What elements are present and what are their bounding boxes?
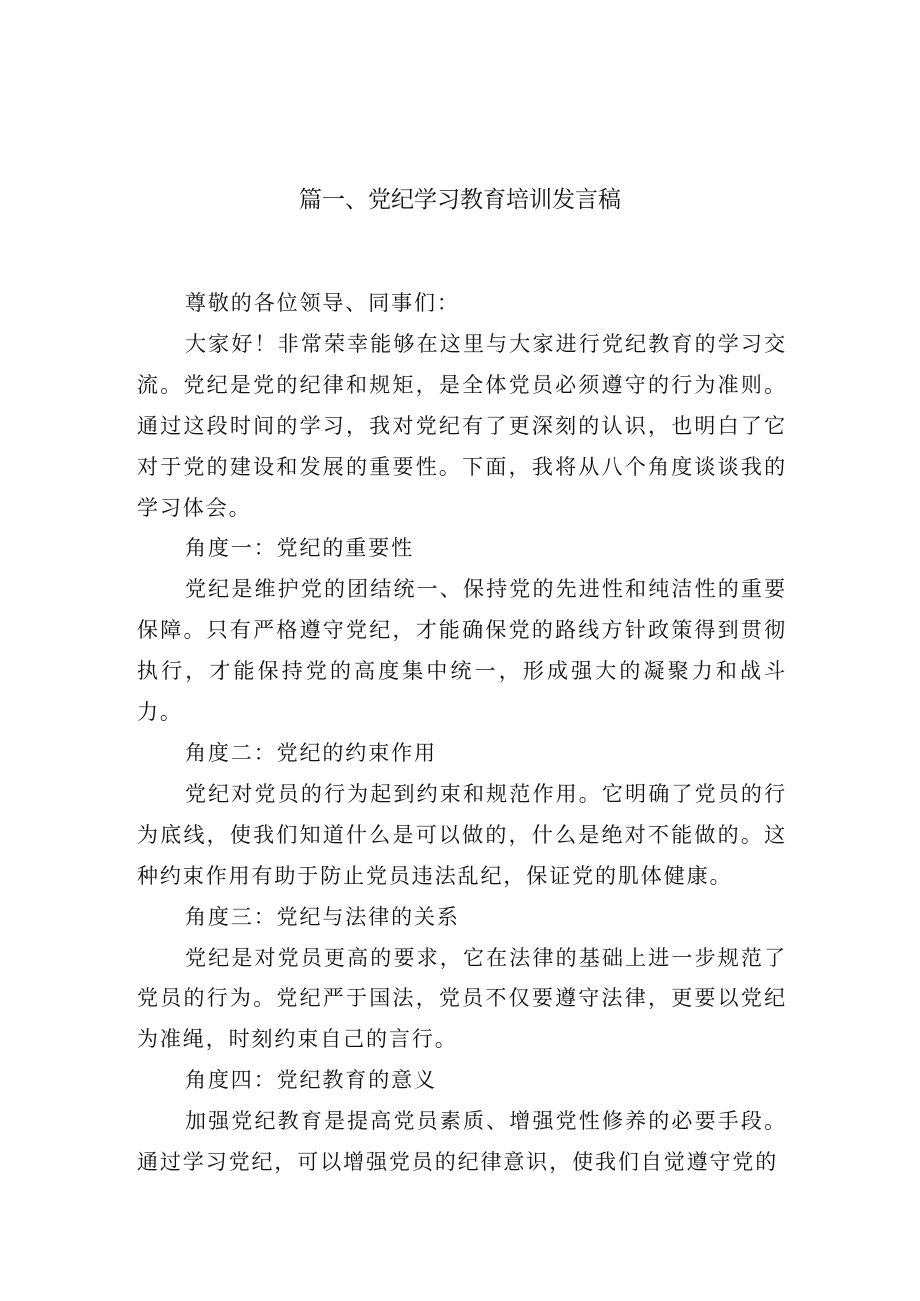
opening-paragraph: 大家好！非常荣幸能够在这里与大家进行党纪教育的学习交流。党纪是党的纪律和规矩，是全体党员必须遵守的行为准则。通过这段时间的学习，我对党纪有了更深刻的认识，也明白了它对于党的建设和发展的重要性。下面，我将从八个角度谈谈我的学习体会。 (137, 331, 787, 520)
section-heading-3: 角度三：党纪与法律的关系 (185, 904, 460, 929)
section-heading-4: 角度四：党纪教育的意义 (185, 1068, 437, 1093)
section-paragraph-2: 党纪对党员的行为起到约束和规范作用。它明确了党员的行为底线，使我们知道什么是可以做的，什么是绝对不能做的。这种约束作用有助于防止党员违法乱纪，保证党的肌体健康。 (137, 781, 787, 888)
salutation: 尊敬的各位领导、同事们： (185, 291, 460, 315)
section-paragraph-3: 党纪是对党员更高的要求，它在法律的基础上进一步规范了党员的行为。党纪严于国法，党员不仅要遵守法律，更要以党纪为准绳，时刻约束自己的言行。 (137, 945, 787, 1052)
section-heading-1: 角度一：党纪的重要性 (185, 536, 414, 561)
section-paragraph-4: 加强党纪教育是提高党员素质、增强党性修养的必要手段。通过学习党纪，可以增强党员的纪律意识，使我们自觉遵守党的 (137, 1109, 787, 1175)
document-title: 篇一、党纪学习教育培训发言稿 (299, 187, 621, 213)
document-body (137, 283, 787, 1183)
section-paragraph-1: 党纪是维护党的团结统一、保持党的先进性和纯洁性的重要保障。只有严格遵守党纪，才能确保党的路线方针政策得到贯彻执行，才能保持党的高度集中统一，形成强大的凝聚力和战斗力。 (137, 577, 787, 725)
section-heading-2: 角度二：党纪的约束作用 (185, 740, 437, 765)
